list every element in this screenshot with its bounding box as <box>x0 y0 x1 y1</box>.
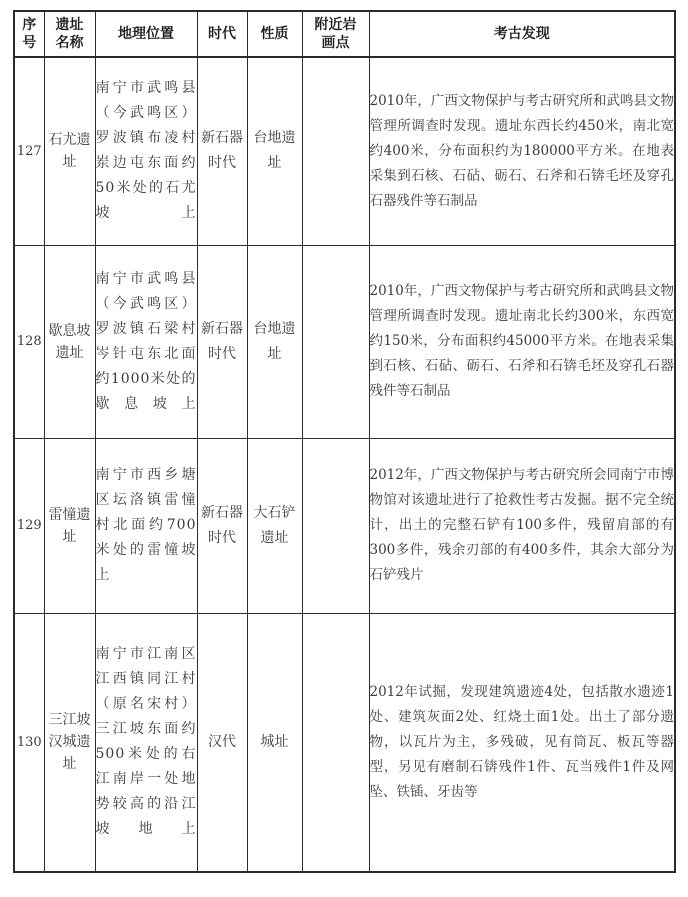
cell-name: 雷憧遗址 <box>44 438 95 613</box>
cell-finds: 2012年试掘，发现建筑遗迹4处，包括散水遗迹1处、建筑灰面2处、红烧土面1处。出土了部分遗物，以瓦片为主，多残破，见有筒瓦、板瓦等器型，另见有磨制石锛残件1件、瓦当残件1件及网坠、铁锸、牙齿等 <box>369 613 675 872</box>
cell-type: 大石铲遗址 <box>247 438 302 613</box>
table-row <box>14 245 675 438</box>
table-row <box>14 438 675 613</box>
cell-location: 南宁市西乡塘区坛洛镇雷憧村北面约700米处的雷憧坡上 <box>95 438 197 613</box>
header-location: 地理位置 <box>95 11 197 57</box>
header-name: 遗址 名称 <box>44 11 95 57</box>
cell-rock-art <box>302 438 369 613</box>
header-type: 性质 <box>247 11 302 57</box>
header-row <box>14 11 675 57</box>
cell-era: 新石器时代 <box>197 245 247 438</box>
table-row <box>14 613 675 872</box>
cell-type: 台地遗址 <box>247 245 302 438</box>
header-rock-art: 附近岩 画点 <box>302 11 369 57</box>
cell-no: 129 <box>14 438 44 613</box>
cell-finds: 2012年，广西文物保护与考古研究所会同南宁市博物馆对该遗址进行了抢救性考古发掘。据不完全统计，出土的完整石铲有100多件，残留肩部的有300多件，残余刃部的有400多件，其余大部分为石铲残片 <box>369 438 675 613</box>
cell-location: 南宁市武鸣县（今武鸣区）罗波镇布凌村岽边屯东面约50米处的石尤坡上 <box>95 57 197 245</box>
cell-finds: 2010年，广西文物保护与考古研究所和武鸣县文物管理所调查时发现。遗址南北长约300米，东西宽约150米，分布面积约45000平方米。在地表采集到石核、石砧、砺石、石斧和石锛毛坯及穿孔石器残件等石制品 <box>369 245 675 438</box>
cell-type: 城址 <box>247 613 302 872</box>
cell-finds: 2010年，广西文物保护与考古研究所和武鸣县文物管理所调查时发现。遗址东西长约450米，南北宽约400米，分布面积约为180000平方米。在地表采集到石核、石砧、砺石、石斧和石锛毛坯及穿孔石器残件等石制品 <box>369 57 675 245</box>
table-row <box>14 57 675 245</box>
cell-rock-art <box>302 245 369 438</box>
cell-no: 127 <box>14 57 44 245</box>
header-finds: 考古发现 <box>369 11 675 57</box>
cell-era: 新石器时代 <box>197 438 247 613</box>
cell-name: 石尤遗址 <box>44 57 95 245</box>
header-no: 序 号 <box>14 11 44 57</box>
archaeological-sites-table <box>13 10 676 873</box>
cell-era: 汉代 <box>197 613 247 872</box>
cell-location: 南宁市武鸣县（今武鸣区）罗波镇石梁村岑针屯东北面约1000米处的歇息坡上 <box>95 245 197 438</box>
cell-no: 128 <box>14 245 44 438</box>
cell-rock-art <box>302 613 369 872</box>
cell-era: 新石器时代 <box>197 57 247 245</box>
cell-location: 南宁市江南区江西镇同江村（原名宋村）三江坡东面约500米处的右江南岸一处地势较高的沿江坡地上 <box>95 613 197 872</box>
cell-type: 台地遗址 <box>247 57 302 245</box>
cell-rock-art <box>302 57 369 245</box>
cell-name: 三江坡汉城遗址 <box>44 613 95 872</box>
cell-name: 歇息坡遗址 <box>44 245 95 438</box>
header-era: 时代 <box>197 11 247 57</box>
cell-no: 130 <box>14 613 44 872</box>
